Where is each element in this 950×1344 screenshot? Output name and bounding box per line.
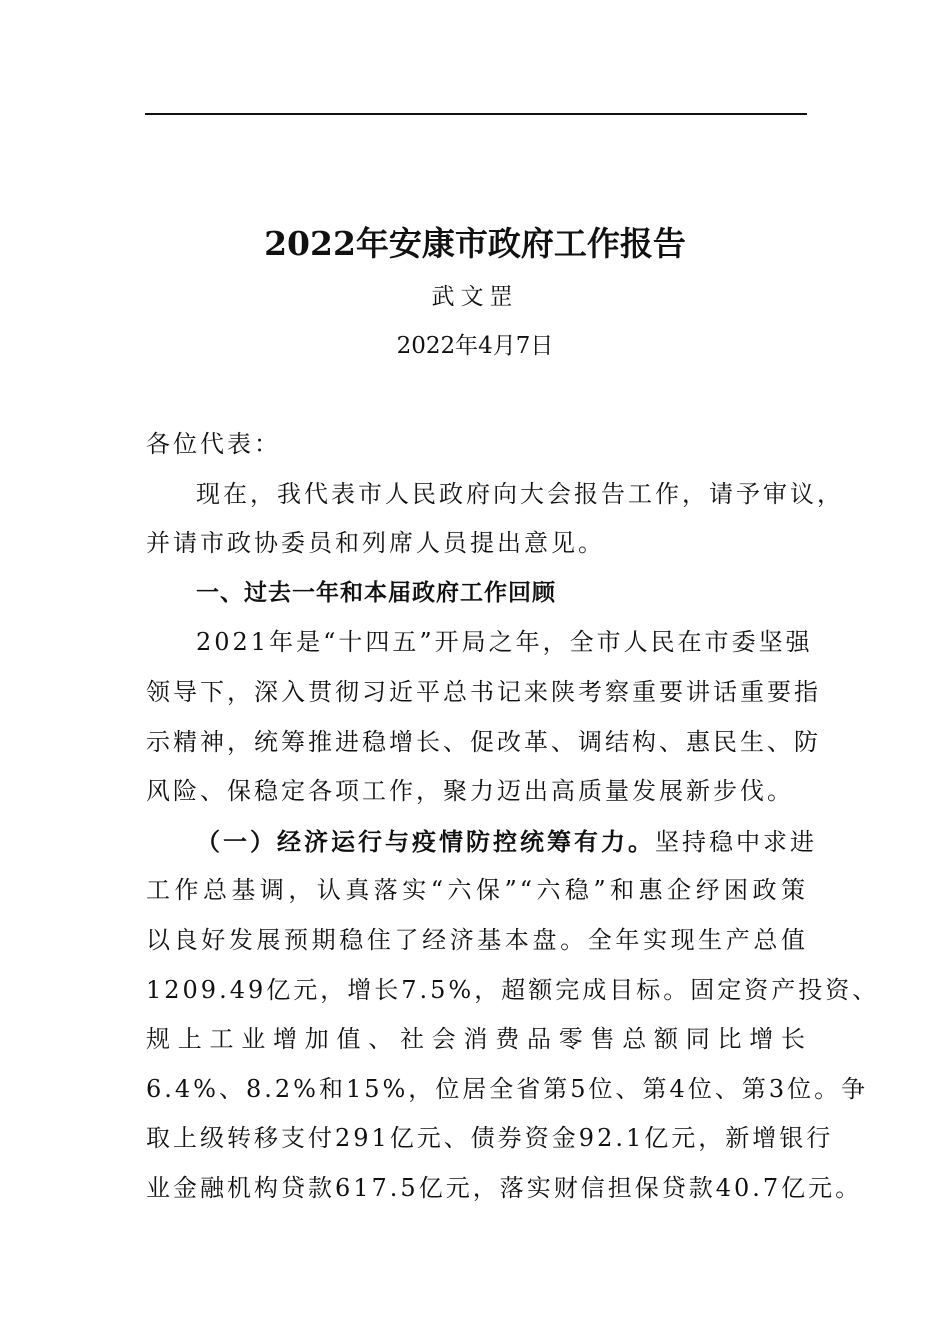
intro-line: 现在，我代表市人民政府向大会报告工作，请予审议， (196, 479, 844, 508)
paragraph-line: 业金融机构贷款617.5亿元，落实财信担保贷款40.7亿元。 (146, 1173, 863, 1202)
salutation: 各位代表： (146, 430, 281, 458)
paragraph-text: 坚持稳中求进 (655, 827, 817, 856)
paragraph-line: 领导下，深入贯彻习近平总书记来陕考察重要讲话重要指 (146, 677, 821, 706)
paragraph-line: 1209.49亿元，增长7.5%，超额完成目标。固定资产投资、 (146, 975, 880, 1004)
paragraph-line: 规上工业增加值、社会消费品零售总额同比增长 (146, 1025, 808, 1054)
report-body (146, 420, 880, 1214)
document-date: 2022年4月7日 (396, 333, 554, 359)
paragraph-line: 示精神，统筹推进稳增长、促改革、调结构、惠民生、防 (146, 727, 821, 756)
document-title: 2022年安康市政府工作报告 (264, 224, 686, 263)
subsection-heading: （一）经济运行与疫情防控统筹有力。 (196, 826, 655, 856)
paragraph-line: 工作总基调，认真落实“六保”“六稳”和惠企纾困政策 (146, 876, 808, 905)
paragraph-line: 2021年是“十四五”开局之年，全市人民在市委坚强 (196, 628, 813, 657)
paragraph-line: 以良好发展预期稳住了经济基本盘。全年实现生产总值 (146, 925, 808, 954)
section-heading: 一、过去一年和本届政府工作回顾 (196, 579, 556, 606)
header-rule (145, 113, 807, 115)
paragraph-line (146, 817, 817, 867)
intro-line: 并请市政协委员和列席人员提出意见。 (146, 529, 605, 558)
document-author: 武文罡 (431, 284, 519, 310)
paragraph-line: 6.4%、8.2%和15%，位居全省第5位、第4位、第3位。争 (146, 1074, 869, 1103)
paragraph-line: 取上级转移支付291亿元、债券资金92.1亿元，新增银行 (146, 1124, 834, 1153)
paragraph-line: 风险、保稳定各项工作，聚力迈出高质量发展新步伐。 (146, 777, 794, 806)
